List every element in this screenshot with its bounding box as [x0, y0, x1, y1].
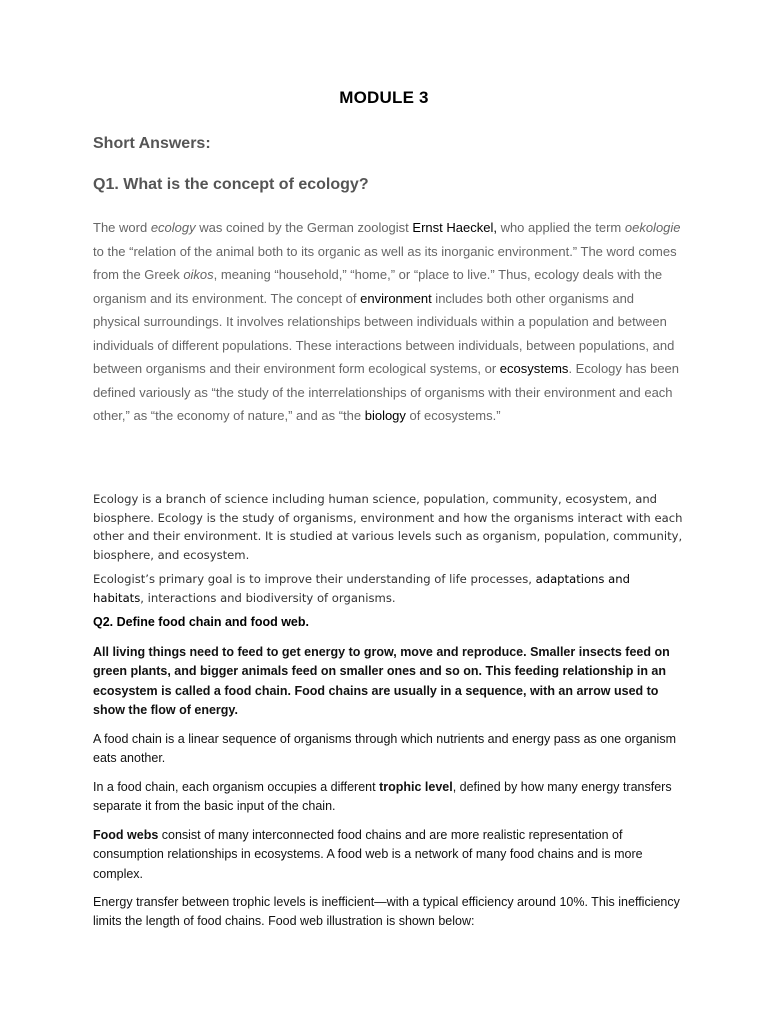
- text-run: who applied the term: [496, 220, 625, 235]
- term-oikos: oikos: [183, 267, 214, 282]
- text-run: , interactions and biodiversity of organisms.: [140, 590, 396, 605]
- term-ecology: ecology: [150, 220, 196, 235]
- text-run: of ecosystems.”: [405, 408, 501, 423]
- text-run: The word: [93, 220, 151, 235]
- text-run: , defined by how many energy transfers separate it from the basic input of the chain.: [93, 780, 672, 814]
- question-2-heading: Q2. Define food chain and food web.: [93, 615, 309, 629]
- text-run: includes both other organisms and physical surroundings. It involves relationships between individuals within a population and between individuals of different populations. These interactions between individuals, between populations, and between organisms and their environment form ecological systems, or: [93, 290, 675, 376]
- link-environment[interactable]: environment: [360, 290, 432, 306]
- text-run: was coined by the German zoologist: [195, 220, 413, 235]
- text-run: In a food chain, each organism occupies a different: [93, 780, 380, 794]
- q2-paragraph-3: [93, 778, 683, 817]
- q2-paragraph-4: [93, 826, 683, 884]
- text-run: consist of many interconnected food chains and are more realistic representation of consumption relationships in ecosystems. A food web is a network of many food chains and is more complex.: [93, 828, 643, 881]
- link-ecosystems[interactable]: ecosystems: [499, 361, 569, 376]
- term-food-webs: Food webs: [93, 828, 159, 842]
- q1-paragraph-1: [93, 216, 683, 428]
- section-heading-short-answers: Short Answers:: [93, 135, 211, 152]
- text-run: to the “relation of the animal both to its organic as well as its inorganic environment.” The word comes from the Greek: [93, 243, 677, 282]
- q1-paragraph-2: Ecology is a branch of science including human science, population, community, ecosystem, and biosphere. Ecology is the study of organisms, environment and how the organisms interact with each other and their environment. It is studied at various levels such as organism, population, community, biosphere, and ecosystem.: [93, 492, 683, 562]
- link-ernst-haeckel[interactable]: Ernst Haeckel,: [412, 220, 497, 235]
- page-title: MODULE 3: [339, 88, 429, 107]
- q2-paragraph-1: All living things need to feed to get energy to grow, move and reproduce. Smaller insects feed on green plants, and bigger animals feed on smaller ones and so on. This feeding relationship in an ecosystem is called a food chain. Food chains are usually in a sequence, with an arrow used to show the flow of energy.: [93, 645, 670, 718]
- link-adaptations-habitats[interactable]: adaptations and habitats: [93, 572, 630, 605]
- q2-paragraph-2: A food chain is a linear sequence of organisms through which nutrients and energy pass as one organism eats another.: [93, 732, 676, 766]
- text-run: Ecologist’s primary goal is to improve their understanding of life processes,: [93, 572, 536, 586]
- term-trophic-level: trophic level: [379, 780, 453, 794]
- question-1-heading: Q1. What is the concept of ecology?: [93, 176, 369, 193]
- link-biology[interactable]: biology: [364, 408, 406, 423]
- q2-paragraph-5: Energy transfer between trophic levels is inefficient—with a typical efficiency around 10%. This inefficiency limits the length of food chains. Food web illustration is shown below:: [93, 895, 680, 929]
- q1-paragraph-3: [93, 570, 683, 607]
- term-oekologie: oekologie: [624, 220, 681, 235]
- text-run: . Ecology has been defined variously as “the study of the interrelationships of organisms with their environment and each other,” as “the economy of nature,” and as “the: [93, 361, 680, 423]
- text-run: , meaning “household,” “home,” or “place to live.” Thus, ecology deals with the organism and its environment. The concept of: [93, 267, 663, 306]
